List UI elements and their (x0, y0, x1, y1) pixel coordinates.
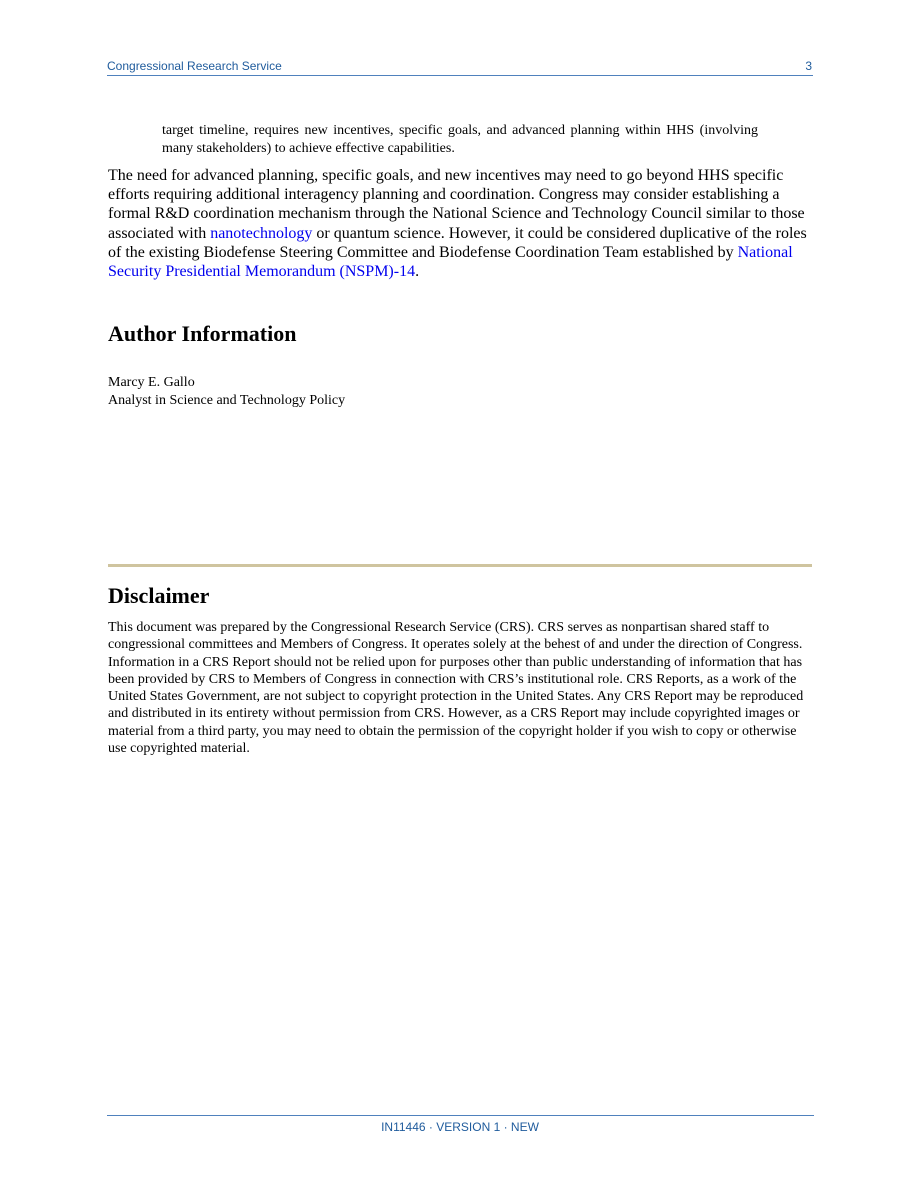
author-title: Analyst in Science and Technology Policy (108, 393, 346, 408)
nanotechnology-link[interactable]: nanotechnology (210, 224, 313, 242)
disclaimer-heading: Disclaimer (108, 583, 210, 608)
nspm-14-link[interactable]: National Security Presidential Memorandum (NSPM)-14 (108, 243, 793, 281)
author-information-heading: Author Information (108, 321, 297, 346)
author-name: Marcy E. Gallo (108, 375, 195, 390)
body-paragraph (108, 166, 812, 281)
paragraph-text: . (415, 263, 420, 281)
paragraph-text: The need for advanced planning, specific goals, and new incentives may need to go beyond HHS specific efforts requiring additional interagency planning and coordination. Congress may consider establishing a formal R&D coordination mechanism through the National Science and Technology Council similar to those associated with (108, 167, 805, 242)
header-organization: Congressional Research Service (107, 59, 282, 73)
page-header (107, 59, 813, 76)
paragraph-text: or quantum science. However, it could be considered duplicative of the roles of the existing Biodefense Steering Committee and Biodefense Coordination Team established by (108, 224, 807, 261)
disclaimer-text: This document was prepared by the Congressional Research Service (CRS). CRS serves as nonpartisan shared staff to congressional committees and Members of Congress. It operates solely at the behest of and under the direction of Congress. Information in a CRS Report should not be relied upon for purposes other than public understanding of information that has been provided by CRS to Members of Congress in connection with CRS’s institutional role. CRS Reports, as a work of the United States Government, are not subject to copyright protection in the United States. Any CRS Report may be reproduced and distributed in its entirety without permission from CRS. However, as a CRS Report may include copyrighted images or material from a third party, you may need to obtain the permission of the copyright holder if you wish to copy or otherwise use copyrighted material. (108, 620, 804, 757)
page-footer: IN11446 · VERSION 1 · NEW (381, 1120, 539, 1134)
section-divider (108, 564, 812, 567)
page-number: 3 (805, 59, 812, 73)
block-quote: target timeline, requires new incentives, specific goals, and advanced planning within HHS (involving many stakeholders) to achieve effective capabilities. (162, 123, 758, 156)
footer-divider (107, 1115, 814, 1116)
